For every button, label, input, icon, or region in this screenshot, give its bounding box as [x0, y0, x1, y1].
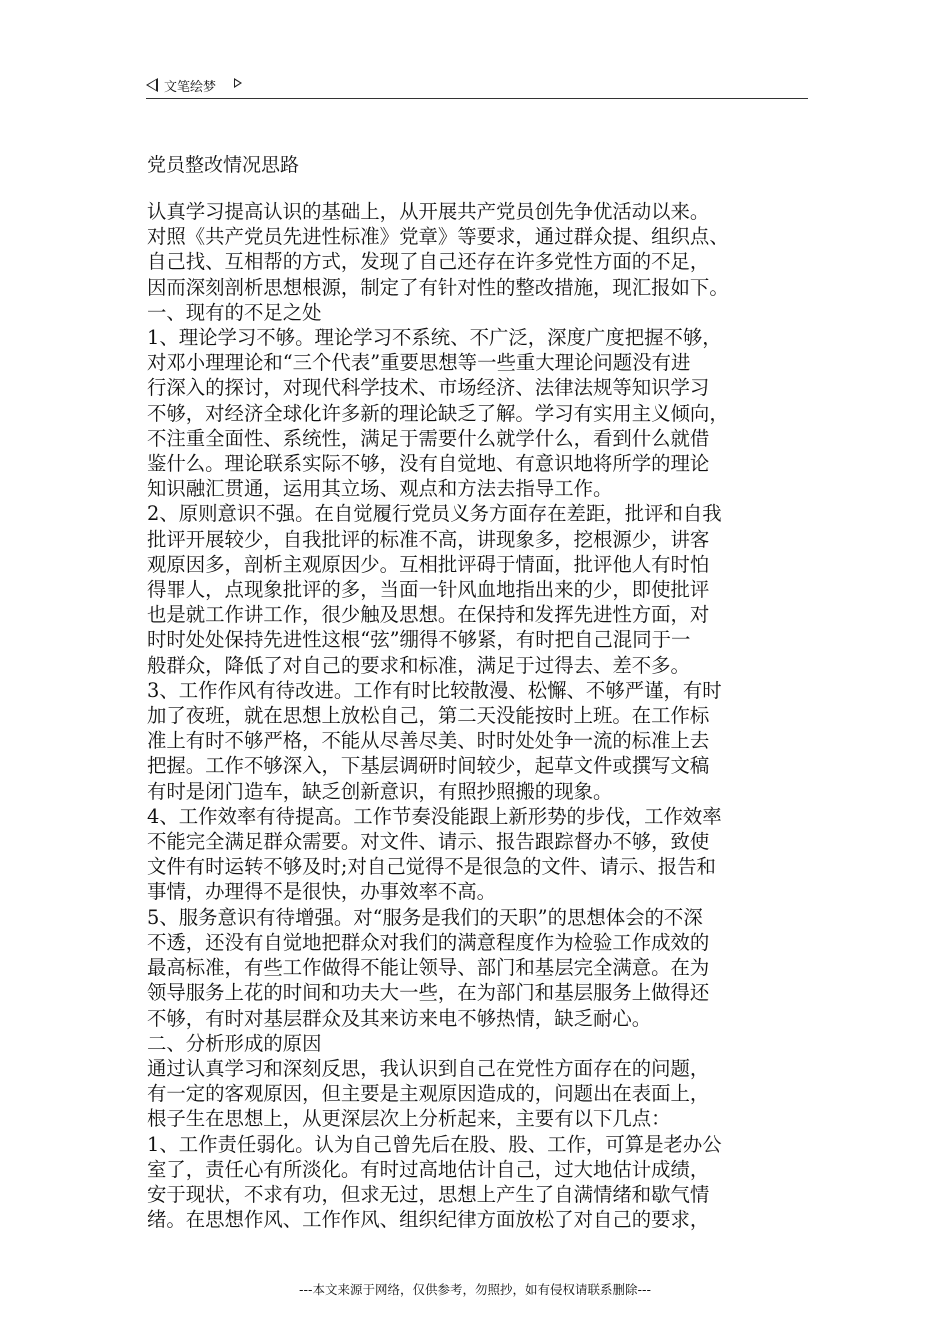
- text-line: 不够，有时对基层群众及其来访来电不够热情，缺乏耐心。: [147, 1006, 652, 1030]
- text-line: 准上有时不够严格，不能从尽善尽美、时时处处争一流的标准上去: [147, 729, 710, 753]
- text-line: 有时是闭门造车，缺乏创新意识，有照抄照搬的现象。: [147, 779, 613, 803]
- text-line: 一、现有的不足之处: [147, 300, 322, 324]
- text-line: 不够，对经济全球化许多新的理论缺乏了解。学习有实用主义倾向，: [147, 401, 729, 425]
- text-line: 4、工作效率有待提高。工作节奏没能跟上新形势的步伐，工作效率: [147, 804, 722, 828]
- text-line: 5、服务意识有待增强。对“服务是我们的天职”的思想体会的不深: [147, 905, 703, 929]
- page-header: [146, 74, 808, 98]
- document-body: [147, 199, 813, 1232]
- text-line: 对邓小理理论和“三个代表”重要思想等一些重大理论问题没有进: [147, 351, 691, 375]
- text-line: 2、原则意识不强。在自觉履行党员义务方面存在差距，批评和自我: [147, 502, 722, 526]
- text-line: 文件有时运转不够及时;对自己觉得不是很急的文件、请示、报告和: [147, 855, 716, 879]
- text-line: 不注重全面性、系统性，满足于需要什么就学什么，看到什么就借: [147, 426, 710, 450]
- text-line: 观原因多，剖析主观原因少。互相批评碍于情面，批评他人有时怕: [147, 552, 710, 576]
- text-line: 加了夜班，就在思想上放松自己，第二天没能按时上班。在工作标: [147, 704, 710, 728]
- text-line: 室了，责任心有所淡化。有时过高地估计自己，过大地估计成绩，: [147, 1157, 710, 1181]
- text-line: 有一定的客观原因，但主要是主观原因造成的，问题出在表面上，: [147, 1082, 710, 1106]
- text-line: 最高标准，有些工作做得不能让领导、部门和基层完全满意。在为: [147, 956, 710, 980]
- text-line: 安于现状，不求有功，但求无过，思想上产生了自满情绪和歇气情: [147, 1182, 710, 1206]
- text-line: 3、工作作风有待改进。工作有时比较散漫、松懈、不够严谨，有时: [147, 678, 722, 702]
- document-title: 党员整改情况思路: [147, 154, 300, 176]
- text-line: 二、分析形成的原因: [147, 1031, 322, 1055]
- text-line: 不透，还没有自觉地把群众对我们的满意程度作为检验工作成效的: [147, 930, 710, 954]
- text-line: 得罪人，点现象批评的多，当面一针风血地指出来的少，即使批评: [147, 578, 710, 602]
- header-title: 文笔绘梦: [164, 80, 217, 95]
- text-line: 知识融汇贯通，运用其立场、观点和方法去指导工作。: [147, 477, 613, 501]
- text-line: 时时处处保持先进性这根“弦”绷得不够紧，有时把自己混同于一: [147, 628, 691, 652]
- text-line: 认真学习提高认识的基础上，从开展共产党员创先争优活动以来。: [147, 200, 710, 223]
- text-line: 因而深刻剖析思想根源，制定了有针对性的整改措施，现汇报如下。: [147, 275, 729, 299]
- text-line: 行深入的探讨，对现代科学技术、市场经济、法律法规等知识学习: [147, 376, 710, 400]
- text-line: 鉴什么。理论联系实际不够，没有自觉地、有意识地将所学的理论: [147, 452, 710, 476]
- text-line: 1、理论学习不够。理论学习不系统、不广泛，深度广度把握不够，: [147, 326, 722, 350]
- text-line: 批评开展较少，自我批评的标准不高，讲现象多，挖根源少，讲客: [147, 527, 710, 551]
- header-divider: [146, 98, 808, 99]
- text-line: 也是就工作讲工作，很少触及思想。在保持和发挥先进性方面，对: [147, 603, 710, 627]
- triangle-left-icon: [146, 78, 158, 92]
- triangle-right-icon: [234, 78, 242, 88]
- text-line: 不能完全满足群众需要。对文件、请示、报告跟踪督办不够，致使: [147, 830, 710, 854]
- text-line: 般群众，降低了对自己的要求和标准，满足于过得去、差不多。: [147, 653, 690, 677]
- text-line: 领导服务上花的时间和功夫大一些，在为部门和基层服务上做得还: [147, 981, 710, 1005]
- text-line: 通过认真学习和深刻反思，我认识到自己在党性方面存在的问题，: [147, 1056, 710, 1080]
- text-line: 绪。在思想作风、工作作风、组织纪律方面放松了对自己的要求，: [147, 1208, 710, 1232]
- text-line: 根子生在思想上，从更深层次上分析起来，主要有以下几点：: [147, 1107, 671, 1131]
- text-line: 事情，办理得不是很快，办事效率不高。: [147, 880, 497, 904]
- text-line: 把握。工作不够深入，下基层调研时间较少，起草文件或撰写文稿: [147, 754, 710, 778]
- text-line: 自己找、互相帮的方式，发现了自己还存在许多党性方面的不足，: [147, 250, 710, 274]
- text-line: 对照《共产党员先进性标准》党章》等要求，通过群众提、组织点、: [147, 225, 729, 249]
- footer-disclaimer: ---本文来源于网络，仅供参考，勿照抄，如有侵权请联系删除---: [298, 1282, 652, 1297]
- text-line: 1、工作责任弱化。认为自己曾先后在股、股、工作，可算是老办公: [147, 1132, 722, 1156]
